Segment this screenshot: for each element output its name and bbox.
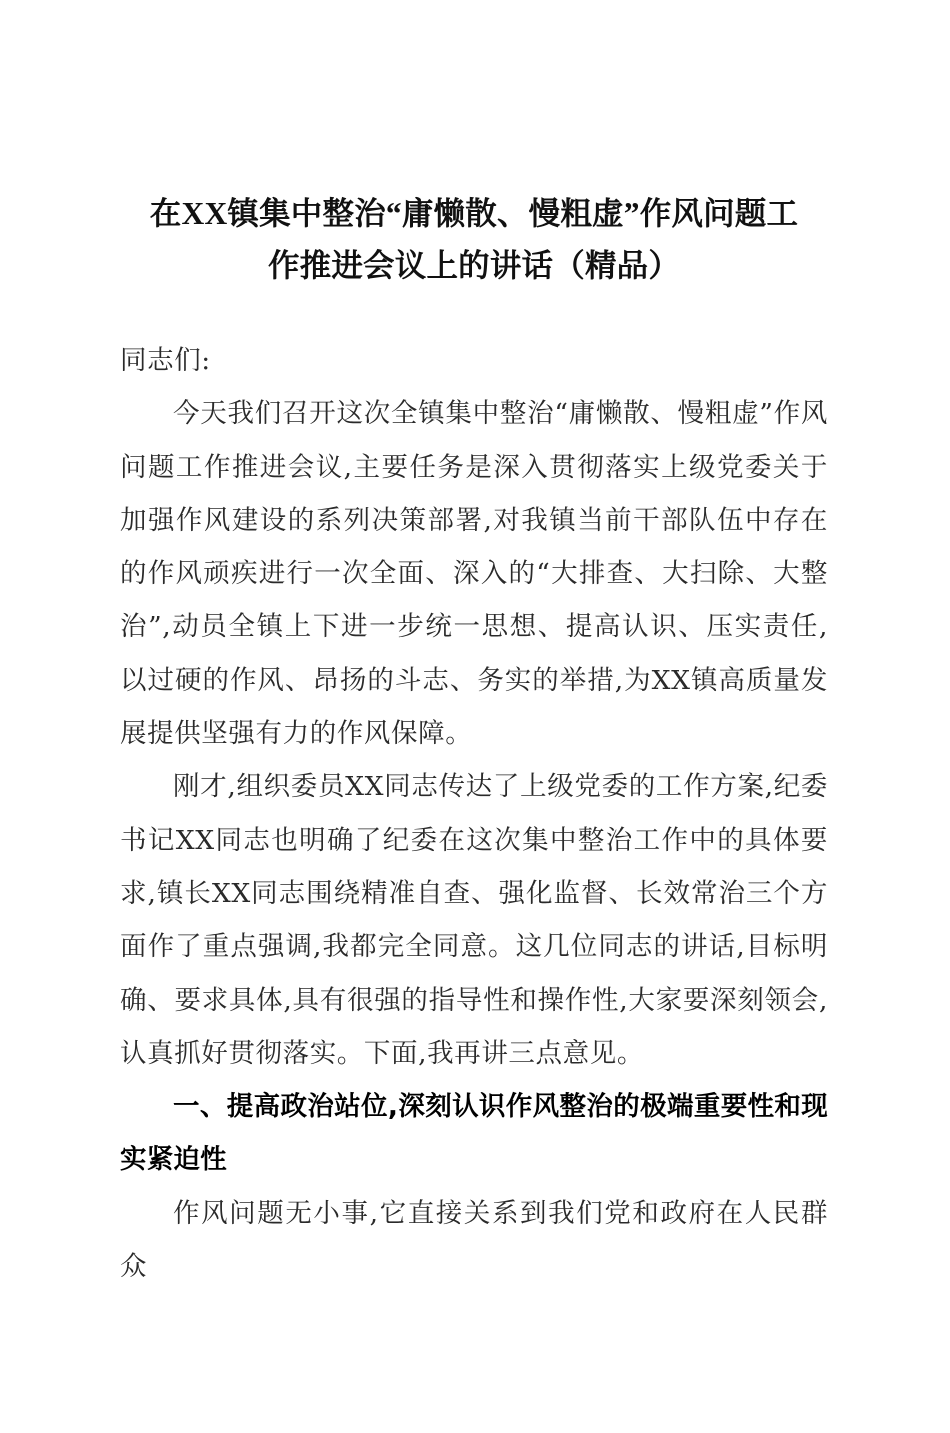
section-heading-1: 一、提高政治站位,深刻认识作风整治的极端重要性和现实紧迫性 <box>120 1091 828 1176</box>
page-bottom-whitespace <box>120 1293 828 1433</box>
body-paragraph-2: 刚才,组织委员XX同志传达了上级党委的工作方案,纪委书记XX同志也明确了纪委在这次集中整治工作中的具体要求,镇长XX同志围绕精准自查、强化监督、长效常治三个方面作了重点强调,我都完全同意。这几位同志的讲话,目标明确、要求具体,具有很强的指导性和操作性,大家要深刻领会,认真抓好贯彻落实。下面,我再讲三点意见。 <box>120 771 828 1069</box>
salutation-line: 同志们: <box>120 345 211 376</box>
document-title-line-1: 在XX镇集中整治“庸懒散、慢粗虚”作风问题工 <box>149 196 799 231</box>
document-title-line-2: 作推进会议上的讲话（精品） <box>267 248 681 283</box>
document-title <box>120 0 828 292</box>
body-paragraph-1: 今天我们召开这次全镇集中整治“庸懒散、慢粗虚”作风问题工作推进会议,主要任务是深入贯彻落实上级党委关于加强作风建设的系列决策部署,对我镇当前干部队伍中存在的作风顽疾进行一次全面、深入的“大排查、大扫除、大整治”,动员全镇上下进一步统一思想、提高认识、压实责任,以过硬的作风、昂扬的斗志、务实的举措,为XX镇高质量发展提供坚强有力的作风保障。 <box>120 398 828 750</box>
body-paragraph-3: 作风问题无小事,它直接关系到我们党和政府在人民群众 <box>120 1197 828 1283</box>
document-content-column <box>120 0 828 1433</box>
